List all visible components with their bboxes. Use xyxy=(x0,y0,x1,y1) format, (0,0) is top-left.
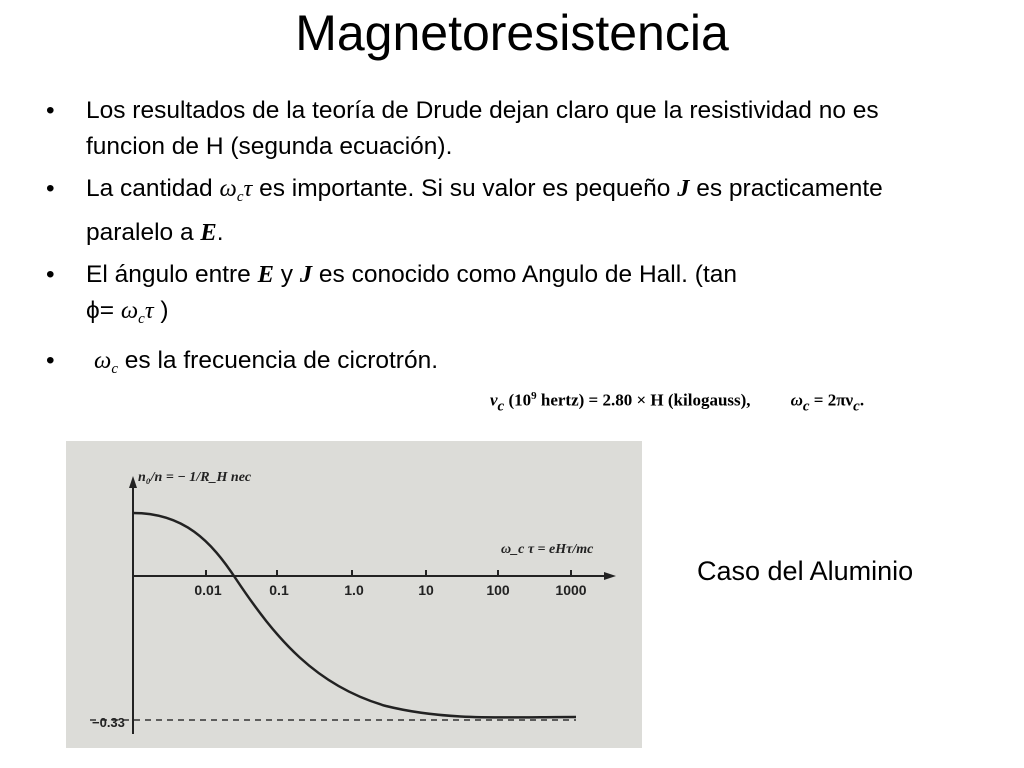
aluminum-hall-figure xyxy=(66,441,642,748)
text-fragment: y xyxy=(273,261,300,288)
text-fragment: es la frecuencia de cicrotrón. xyxy=(117,347,439,374)
text-fragment: . xyxy=(216,219,224,246)
x-tick-label: 10 xyxy=(418,582,434,598)
x-tick-label: 0.01 xyxy=(194,582,222,598)
omega-symbol: ω xyxy=(219,175,237,202)
j-symbol: J xyxy=(677,175,690,202)
e-symbol: E xyxy=(257,261,274,288)
e-symbol: E xyxy=(200,219,217,246)
bullet-cyclotron xyxy=(46,343,946,387)
formula-fragment: . xyxy=(859,390,865,410)
subscript-c: c xyxy=(138,311,145,327)
subscript-c: c xyxy=(236,189,244,205)
bullet-list xyxy=(46,93,946,393)
omega-symbol: ω xyxy=(790,390,803,410)
bullet-drude-text: Los resultados de la teoría de Drude dejan claro que la resistividad no es funcion de H (segunda ecuación). xyxy=(86,97,879,160)
bullet-hall-angle xyxy=(46,257,946,337)
y-axis-label: n₀/n = − 1/R_H nec xyxy=(138,470,252,485)
bullet-drude xyxy=(46,93,946,165)
omega-symbol: ω xyxy=(94,347,112,374)
text-fragment: La cantidad xyxy=(86,175,220,202)
omega-symbol: ω xyxy=(120,297,139,324)
slide-title: Magnetoresistencia xyxy=(295,5,729,61)
text-fragment: es conocido como Angulo de Hall. (tan xyxy=(312,261,738,288)
subscript-c: c xyxy=(802,398,810,415)
text-fragment: es practicamente paralelo a xyxy=(86,175,883,246)
subscript-c: c xyxy=(853,398,860,415)
cyclotron-formula xyxy=(490,390,864,416)
x-tick-label: 1000 xyxy=(555,582,587,598)
tau-symbol: τ xyxy=(243,175,253,202)
x-axis-label: ω_c τ = eHτ/mc xyxy=(501,542,594,557)
tau-symbol: τ xyxy=(144,297,154,324)
subscript-c: c xyxy=(497,398,505,415)
nu-symbol: ν xyxy=(490,390,498,410)
formula-fragment: = 2πν xyxy=(809,390,854,410)
figure-caption: Caso del Aluminio xyxy=(697,556,914,586)
text-fragment: ) xyxy=(153,297,169,324)
formula-fragment: hertz) = 2.80 × H (kilogauss), xyxy=(536,390,751,410)
text-fragment: es importante. Si su valor es pequeño xyxy=(252,175,678,202)
phi-equals: ϕ= xyxy=(86,297,121,324)
y-tick-label: −0.33 xyxy=(92,715,125,730)
text-fragment: El ángulo entre xyxy=(86,261,258,288)
j-symbol: J xyxy=(299,261,313,288)
x-tick-label: 0.1 xyxy=(269,582,289,598)
formula-fragment: (10 xyxy=(504,390,532,410)
x-tick-label: 100 xyxy=(486,582,510,598)
subscript-c: c xyxy=(111,361,118,377)
formula-exponent: 9 xyxy=(531,390,537,402)
x-tick-label: 1.0 xyxy=(344,582,364,598)
bullet-omega-tau xyxy=(46,171,946,251)
